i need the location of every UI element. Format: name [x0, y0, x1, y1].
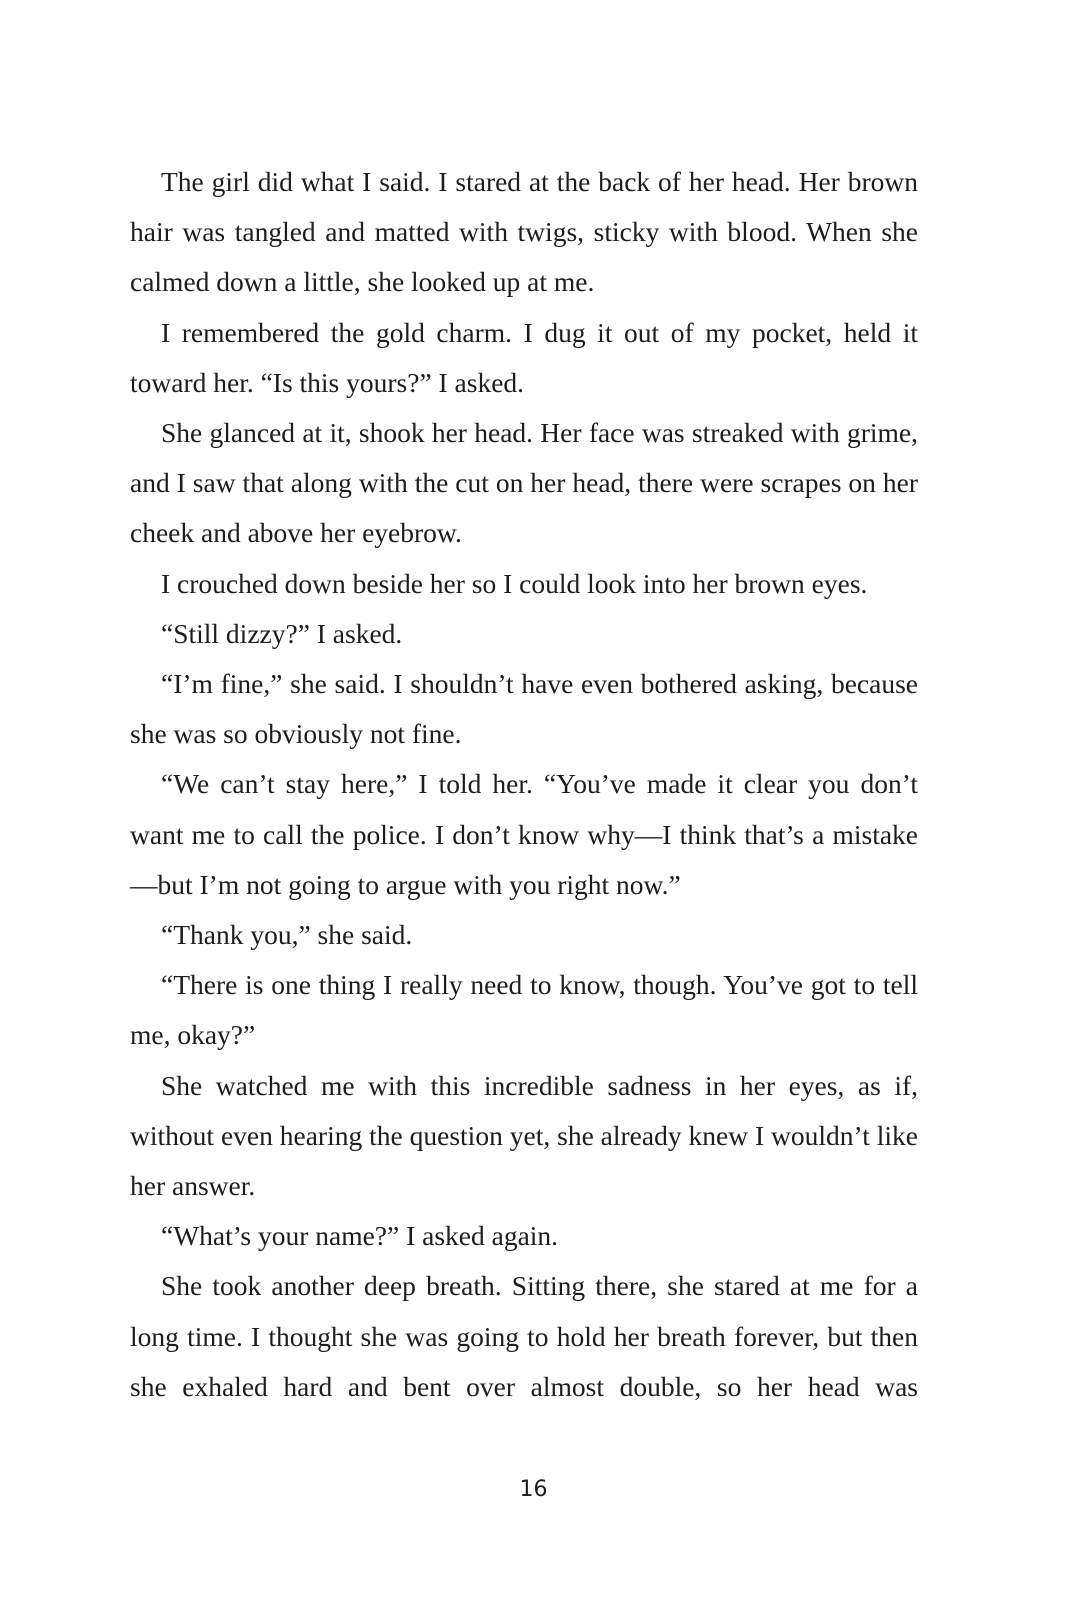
- page-number: 16: [519, 1477, 548, 1502]
- paragraph: “We can’t stay here,” I told her. “You’ve made it clear you don’t want me to call the police. I don’t know why—I think that’s a mistake—but I’m not going to argue with you right now.”: [130, 768, 918, 900]
- paragraph: The girl did what I said. I stared at the back of her head. Her brown hair was tangled and matted with twigs, sticky with blood. When she calmed down a little, she looked up at me.: [130, 166, 918, 298]
- paragraph: She took another deep breath. Sitting there, she stared at me for a long time. I thought she was going to hold her breath forever, but then she exhaled hard and bent over almost double, so her head was: [130, 1270, 918, 1402]
- body-text: [130, 157, 918, 1412]
- paragraph: “Still dizzy?” I asked.: [161, 617, 403, 649]
- paragraph: I crouched down beside her so I could look into her brown eyes.: [161, 567, 868, 599]
- paragraph: I remembered the gold charm. I dug it out of my pocket, held it toward her. “Is this yours?” I asked.: [130, 316, 918, 398]
- paragraph: “There is one thing I really need to know, though. You’ve got to tell me, okay?”: [130, 969, 918, 1051]
- paragraph: She watched me with this incredible sadness in her eyes, as if, without even hearing the question yet, she already knew I wouldn’t like her answer.: [130, 1069, 918, 1202]
- paragraph: “I’m fine,” she said. I shouldn’t have even bothered asking, because she was so obviously not fine.: [130, 668, 918, 750]
- paragraph: “Thank you,” she said.: [161, 919, 413, 951]
- paragraph: “What’s your name?” I asked again.: [161, 1220, 559, 1252]
- paragraph: She glanced at it, shook her head. Her face was streaked with grime, and I saw that along with the cut on her head, there were scrapes on her cheek and above her eyebrow.: [130, 417, 918, 549]
